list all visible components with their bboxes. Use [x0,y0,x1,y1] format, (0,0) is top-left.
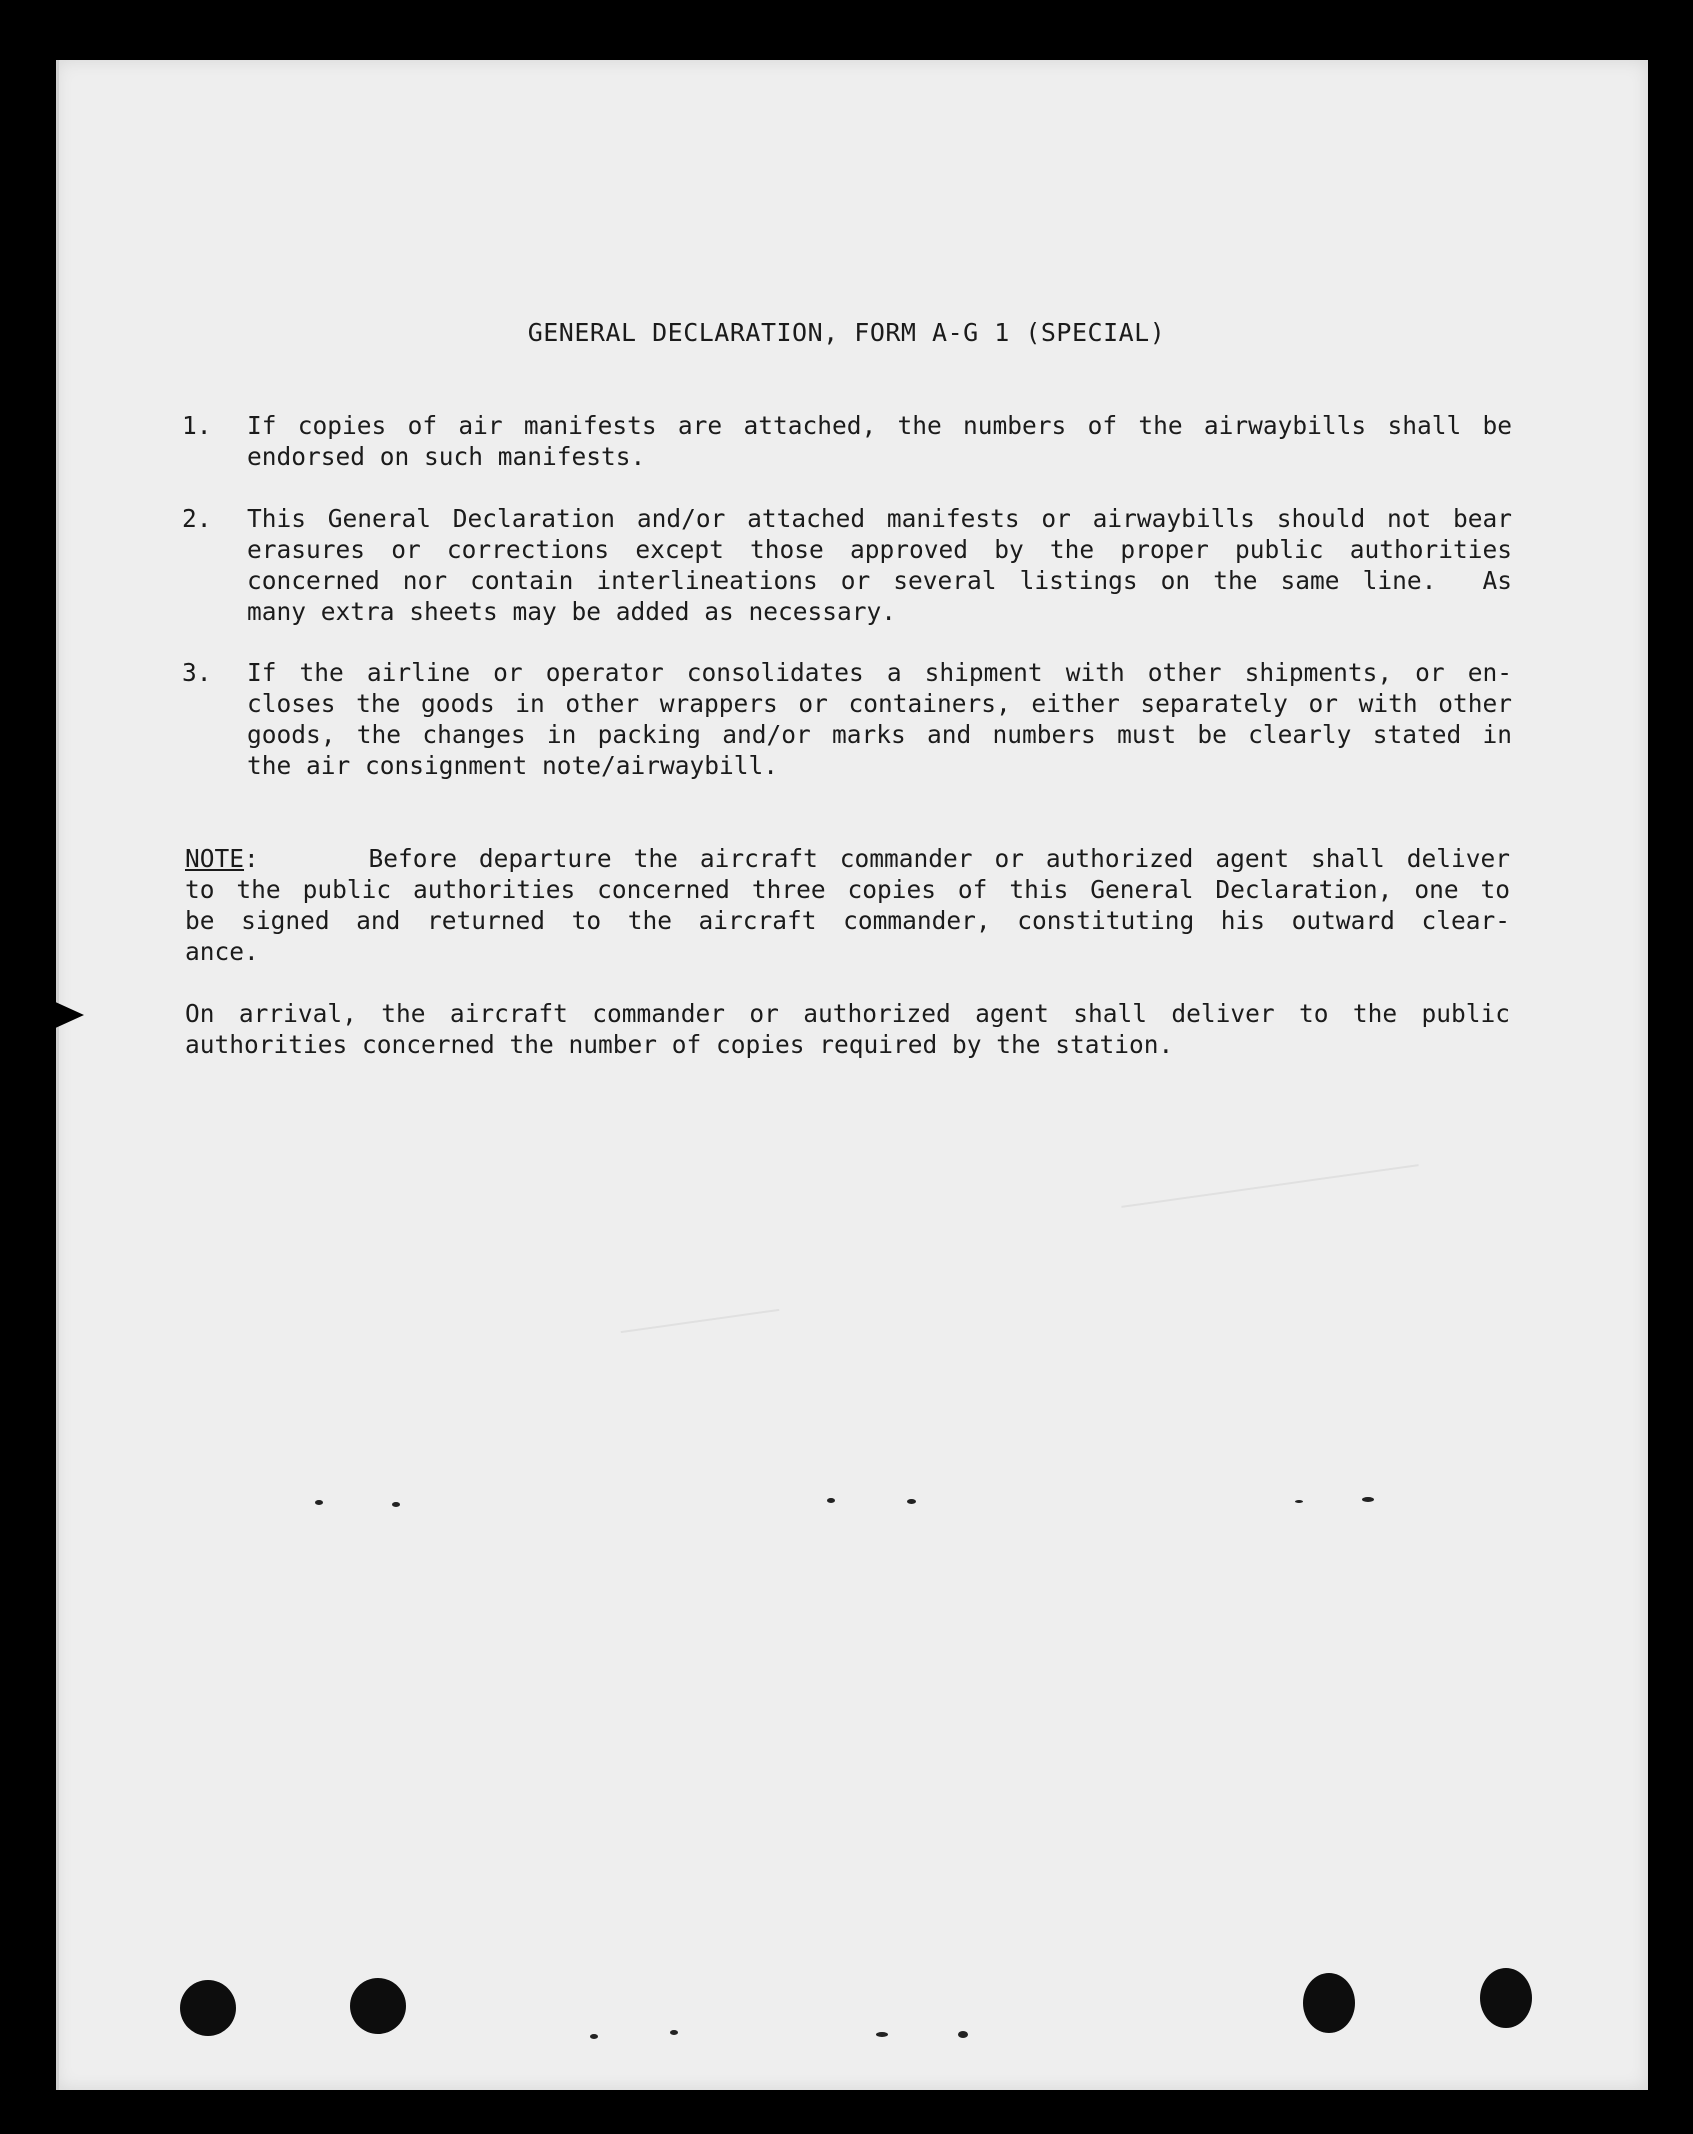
list-item-1 [182,410,1512,472]
paper-edge [56,60,59,2090]
speck [958,2031,968,2038]
punch-hole [180,1980,236,2036]
document-title: GENERAL DECLARATION, FORM A-G 1 (SPECIAL) [527,318,1166,347]
list-item-3 [182,657,1512,781]
item-line: erasures or corrections except those approved by the proper public authorities [247,535,1512,564]
item-number: 3. [182,658,212,687]
speck [827,1498,835,1503]
punch-hole [350,1978,406,2034]
item-line: closes the goods in other wrappers or containers, either separately or with other [247,689,1512,718]
note-line: ance. [185,937,259,966]
note-line: be signed and returned to the aircraft commander, constituting his outward clear- [185,906,1510,935]
item-number: 2. [182,504,212,533]
item-line: endorsed on such manifests. [247,442,646,471]
item-line: If the airline or operator consolidates a shipment with other shipments, or en- [247,658,1512,687]
speck [907,1499,916,1504]
item-line: concerned nor contain interlineations or several listings on the same line. As [247,566,1512,595]
speck [590,2034,598,2039]
note-label: NOTE [185,844,245,873]
note-paragraph [185,843,1510,967]
item-line: the air consignment note/airwaybill. [247,751,779,780]
arrival-paragraph [185,998,1510,1060]
item-number: 1. [182,411,212,440]
note-line: : Before departure the aircraft commander or authorized agent shall deliver [244,844,1510,873]
note-first-line [185,843,1510,874]
list-item-2 [182,503,1512,627]
speck [670,2030,678,2035]
speck [1362,1497,1374,1502]
speck [392,1502,400,1507]
paper-sheet [56,60,1648,2090]
speck [315,1500,323,1505]
arrival-line: authorities concerned the number of copies required by the station. [185,1030,1174,1059]
item-line: goods, the changes in packing and/or marks and numbers must be clearly stated in [247,720,1512,749]
item-line: If copies of air manifests are attached, the numbers of the airwaybills shall be [247,411,1512,440]
punch-hole [1480,1968,1532,2028]
speck [876,2032,888,2037]
note-line: to the public authorities concerned three copies of this General Declaration, one to [185,875,1510,904]
punch-hole [1303,1973,1355,2033]
speck [1295,1500,1303,1503]
item-line: many extra sheets may be added as necessary. [247,597,897,626]
arrival-line: On arrival, the aircraft commander or authorized agent shall deliver to the public [185,999,1510,1028]
item-line: This General Declaration and/or attached manifests or airwaybills should not bear [247,504,1512,533]
binder-tab [40,995,84,1035]
